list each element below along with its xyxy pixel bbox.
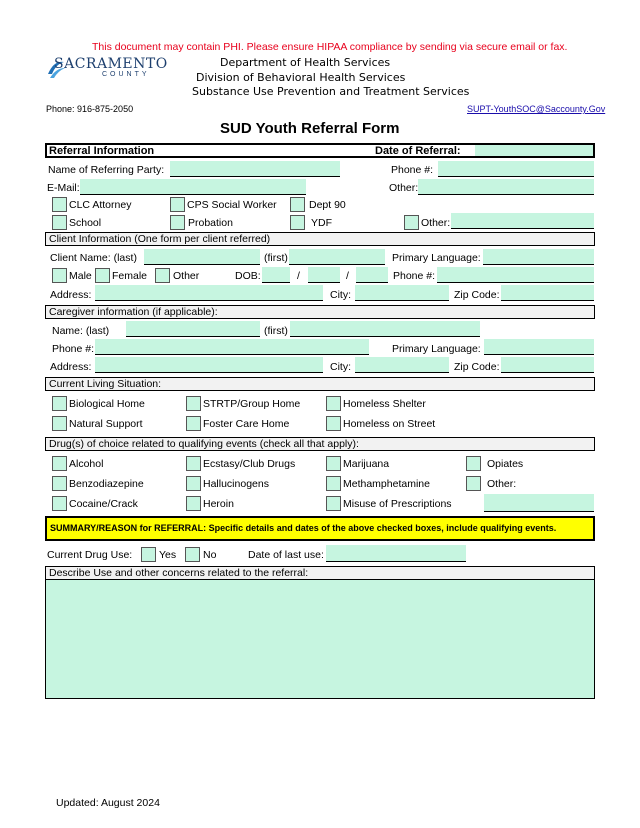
caregiver-last-name-field[interactable] — [126, 321, 260, 337]
dob-year-field[interactable] — [356, 267, 388, 283]
opiates-label: Opiates — [487, 458, 524, 470]
last-use-field[interactable] — [326, 545, 466, 562]
dept-90-label: Dept 90 — [309, 199, 346, 211]
gender-other-checkbox[interactable] — [155, 268, 170, 283]
page-title: SUD Youth Referral Form — [220, 120, 400, 137]
misuse-prescriptions-label: Misuse of Prescriptions — [343, 498, 452, 510]
county-logo — [46, 56, 168, 82]
heroin-checkbox[interactable] — [186, 496, 201, 511]
date-of-referral-label: Date of Referral: — [375, 145, 461, 157]
natural-support-label: Natural Support — [69, 418, 143, 430]
client-zip-field[interactable] — [501, 285, 594, 301]
clc-attorney-label: CLC Attorney — [69, 199, 132, 211]
methamphetamine-label: Methamphetamine — [343, 478, 430, 490]
client-zip-label: Zip Code: — [454, 289, 500, 301]
dept-line-2: Division of Behavioral Health Services — [196, 71, 406, 84]
misuse-prescriptions-checkbox[interactable] — [326, 496, 341, 511]
homeless-on-street-checkbox[interactable] — [326, 416, 341, 431]
caregiver-address-field[interactable] — [95, 357, 323, 373]
referral-other-option-label: Other: — [421, 217, 451, 229]
ydf-checkbox[interactable] — [290, 215, 305, 230]
strtp-group-home-checkbox[interactable] — [186, 396, 201, 411]
client-phone-field[interactable] — [437, 267, 594, 283]
client-address-field[interactable] — [95, 285, 323, 301]
gender-other-label: Other — [173, 270, 200, 282]
referral-section-label: Referral Information — [49, 145, 155, 157]
school-checkbox[interactable] — [52, 215, 67, 230]
homeless-shelter-checkbox[interactable] — [326, 396, 341, 411]
drugs-section-bar — [45, 437, 595, 451]
ecstasy-label: Ecstasy/Club Drugs — [203, 458, 296, 470]
hallucinogens-checkbox[interactable] — [186, 476, 201, 491]
methamphetamine-checkbox[interactable] — [326, 476, 341, 491]
caregiver-name-label: Name: (last) — [52, 325, 110, 337]
probation-checkbox[interactable] — [170, 215, 185, 230]
drug-other-field[interactable] — [484, 494, 594, 512]
describe-section-bar — [45, 566, 595, 580]
foster-care-home-label: Foster Care Home — [203, 418, 290, 430]
alcohol-label: Alcohol — [69, 458, 104, 470]
client-section-bar — [45, 232, 595, 246]
dept-line-3: Substance Use Prevention and Treatment Services — [192, 85, 470, 98]
dob-month-field[interactable] — [262, 267, 290, 283]
dept-90-checkbox[interactable] — [290, 197, 305, 212]
living-section-bar — [45, 377, 595, 391]
biological-home-checkbox[interactable] — [52, 396, 67, 411]
caregiver-phone-label: Phone #: — [52, 343, 95, 355]
referral-other-field[interactable] — [418, 179, 594, 195]
foster-care-home-checkbox[interactable] — [186, 416, 201, 431]
client-city-label: City: — [330, 289, 351, 301]
dob-label: DOB: — [235, 270, 261, 282]
dob-slash-2: / — [346, 270, 349, 282]
drug-other-checkbox[interactable] — [466, 476, 481, 491]
marijuana-label: Marijuana — [343, 458, 390, 470]
dob-slash-1: / — [297, 270, 300, 282]
heroin-label: Heroin — [203, 498, 234, 510]
describe-textarea[interactable] — [45, 580, 595, 699]
living-section-label: Current Living Situation: — [49, 378, 162, 390]
referring-party-field[interactable] — [170, 161, 340, 177]
client-phone-label: Phone #: — [393, 270, 436, 282]
hipaa-notice: This document may contain PHI. Please ensure HIPAA compliance by sending via secure email or fax. — [92, 41, 568, 53]
caregiver-language-label: Primary Language: — [392, 343, 481, 355]
referring-party-label: Name of Referring Party: — [48, 164, 165, 176]
school-label: School — [69, 217, 102, 229]
caregiver-phone-field[interactable] — [95, 339, 369, 355]
phone-number: Phone: 916-875-2050 — [46, 104, 134, 114]
caregiver-address-label: Address: — [50, 361, 92, 373]
client-section-label: Client Information (One form per client referred) — [49, 233, 271, 245]
dob-day-field[interactable] — [308, 267, 340, 283]
homeless-shelter-label: Homeless Shelter — [343, 398, 426, 410]
drug-use-no-checkbox[interactable] — [185, 547, 200, 562]
last-use-label: Date of last use: — [248, 549, 324, 561]
drug-use-yes-checkbox[interactable] — [141, 547, 156, 562]
drug-other-label: Other: — [487, 478, 517, 490]
describe-section-label: Describe Use and other concerns related to the referral: — [49, 567, 309, 579]
natural-support-checkbox[interactable] — [52, 416, 67, 431]
opiates-checkbox[interactable] — [466, 456, 481, 471]
referral-other-option-checkbox[interactable] — [404, 215, 419, 230]
drug-use-no-label: No — [203, 549, 217, 561]
caregiver-city-field[interactable] — [355, 357, 449, 373]
caregiver-section-label: Caregiver information (if applicable): — [49, 306, 218, 318]
probation-label: Probation — [188, 217, 233, 229]
caregiver-zip-label: Zip Code: — [454, 361, 500, 373]
caregiver-language-field[interactable] — [484, 339, 594, 355]
clc-attorney-checkbox[interactable] — [52, 197, 67, 212]
ydf-label: YDF — [311, 217, 332, 229]
female-checkbox[interactable] — [95, 268, 110, 283]
referral-other-label: Other: — [389, 182, 419, 194]
email-label: E-Mail: — [47, 182, 80, 194]
caregiver-first-label: (first) — [264, 325, 288, 337]
referral-phone-field[interactable] — [438, 161, 594, 177]
client-first-label: (first) — [264, 252, 288, 264]
male-checkbox[interactable] — [52, 268, 67, 283]
cps-social-worker-label: CPS Social Worker — [187, 199, 277, 211]
benzodiazepine-label: Benzodiazepine — [69, 478, 144, 490]
client-language-label: Primary Language: — [392, 252, 481, 264]
client-name-label: Client Name: (last) — [50, 252, 137, 264]
strtp-group-home-label: STRTP/Group Home — [203, 398, 301, 410]
benzodiazepine-checkbox[interactable] — [52, 476, 67, 491]
client-last-name-field[interactable] — [144, 249, 260, 265]
date-of-referral-field[interactable] — [475, 145, 593, 156]
summary-banner-label: SUMMARY/REASON for REFERRAL: Specific details and dates of the above checked boxes, include qualifying events. — [50, 523, 557, 533]
caregiver-city-label: City: — [330, 361, 351, 373]
homeless-on-street-label: Homeless on Street — [343, 418, 436, 430]
drug-use-label: Current Drug Use: — [47, 549, 133, 561]
updated-date: Updated: August 2024 — [56, 797, 160, 809]
ecstasy-checkbox[interactable] — [186, 456, 201, 471]
logo-main-text: SACRAMENTO — [54, 56, 168, 72]
summary-banner — [45, 516, 595, 541]
alcohol-checkbox[interactable] — [52, 456, 67, 471]
email-link[interactable]: SUPT-YouthSOC@Saccounty.Gov — [467, 104, 606, 114]
logo-sub-text: COUNTY — [102, 71, 150, 78]
female-label: Female — [112, 270, 148, 282]
cocaine-checkbox[interactable] — [52, 496, 67, 511]
client-city-field[interactable] — [355, 285, 449, 301]
caregiver-zip-field[interactable] — [501, 357, 594, 373]
dept-line-1: Department of Health Services — [220, 56, 391, 69]
male-label: Male — [69, 270, 92, 282]
referral-phone-label: Phone #: — [391, 164, 434, 176]
marijuana-checkbox[interactable] — [326, 456, 341, 471]
drugs-section-label: Drug(s) of choice related to qualifying events (check all that apply): — [49, 438, 359, 450]
drug-use-yes-label: Yes — [159, 549, 177, 561]
client-address-label: Address: — [50, 289, 92, 301]
referral-other-option-field[interactable] — [451, 213, 594, 229]
client-language-field[interactable] — [483, 249, 594, 265]
email-field[interactable] — [80, 179, 306, 195]
caregiver-section-bar — [45, 305, 595, 319]
caregiver-first-name-field[interactable] — [290, 321, 480, 337]
client-first-name-field[interactable] — [289, 249, 385, 265]
biological-home-label: Biological Home — [69, 398, 145, 410]
cocaine-label: Cocaine/Crack — [69, 498, 138, 510]
hallucinogens-label: Hallucinogens — [203, 478, 269, 490]
cps-social-worker-checkbox[interactable] — [170, 197, 185, 212]
